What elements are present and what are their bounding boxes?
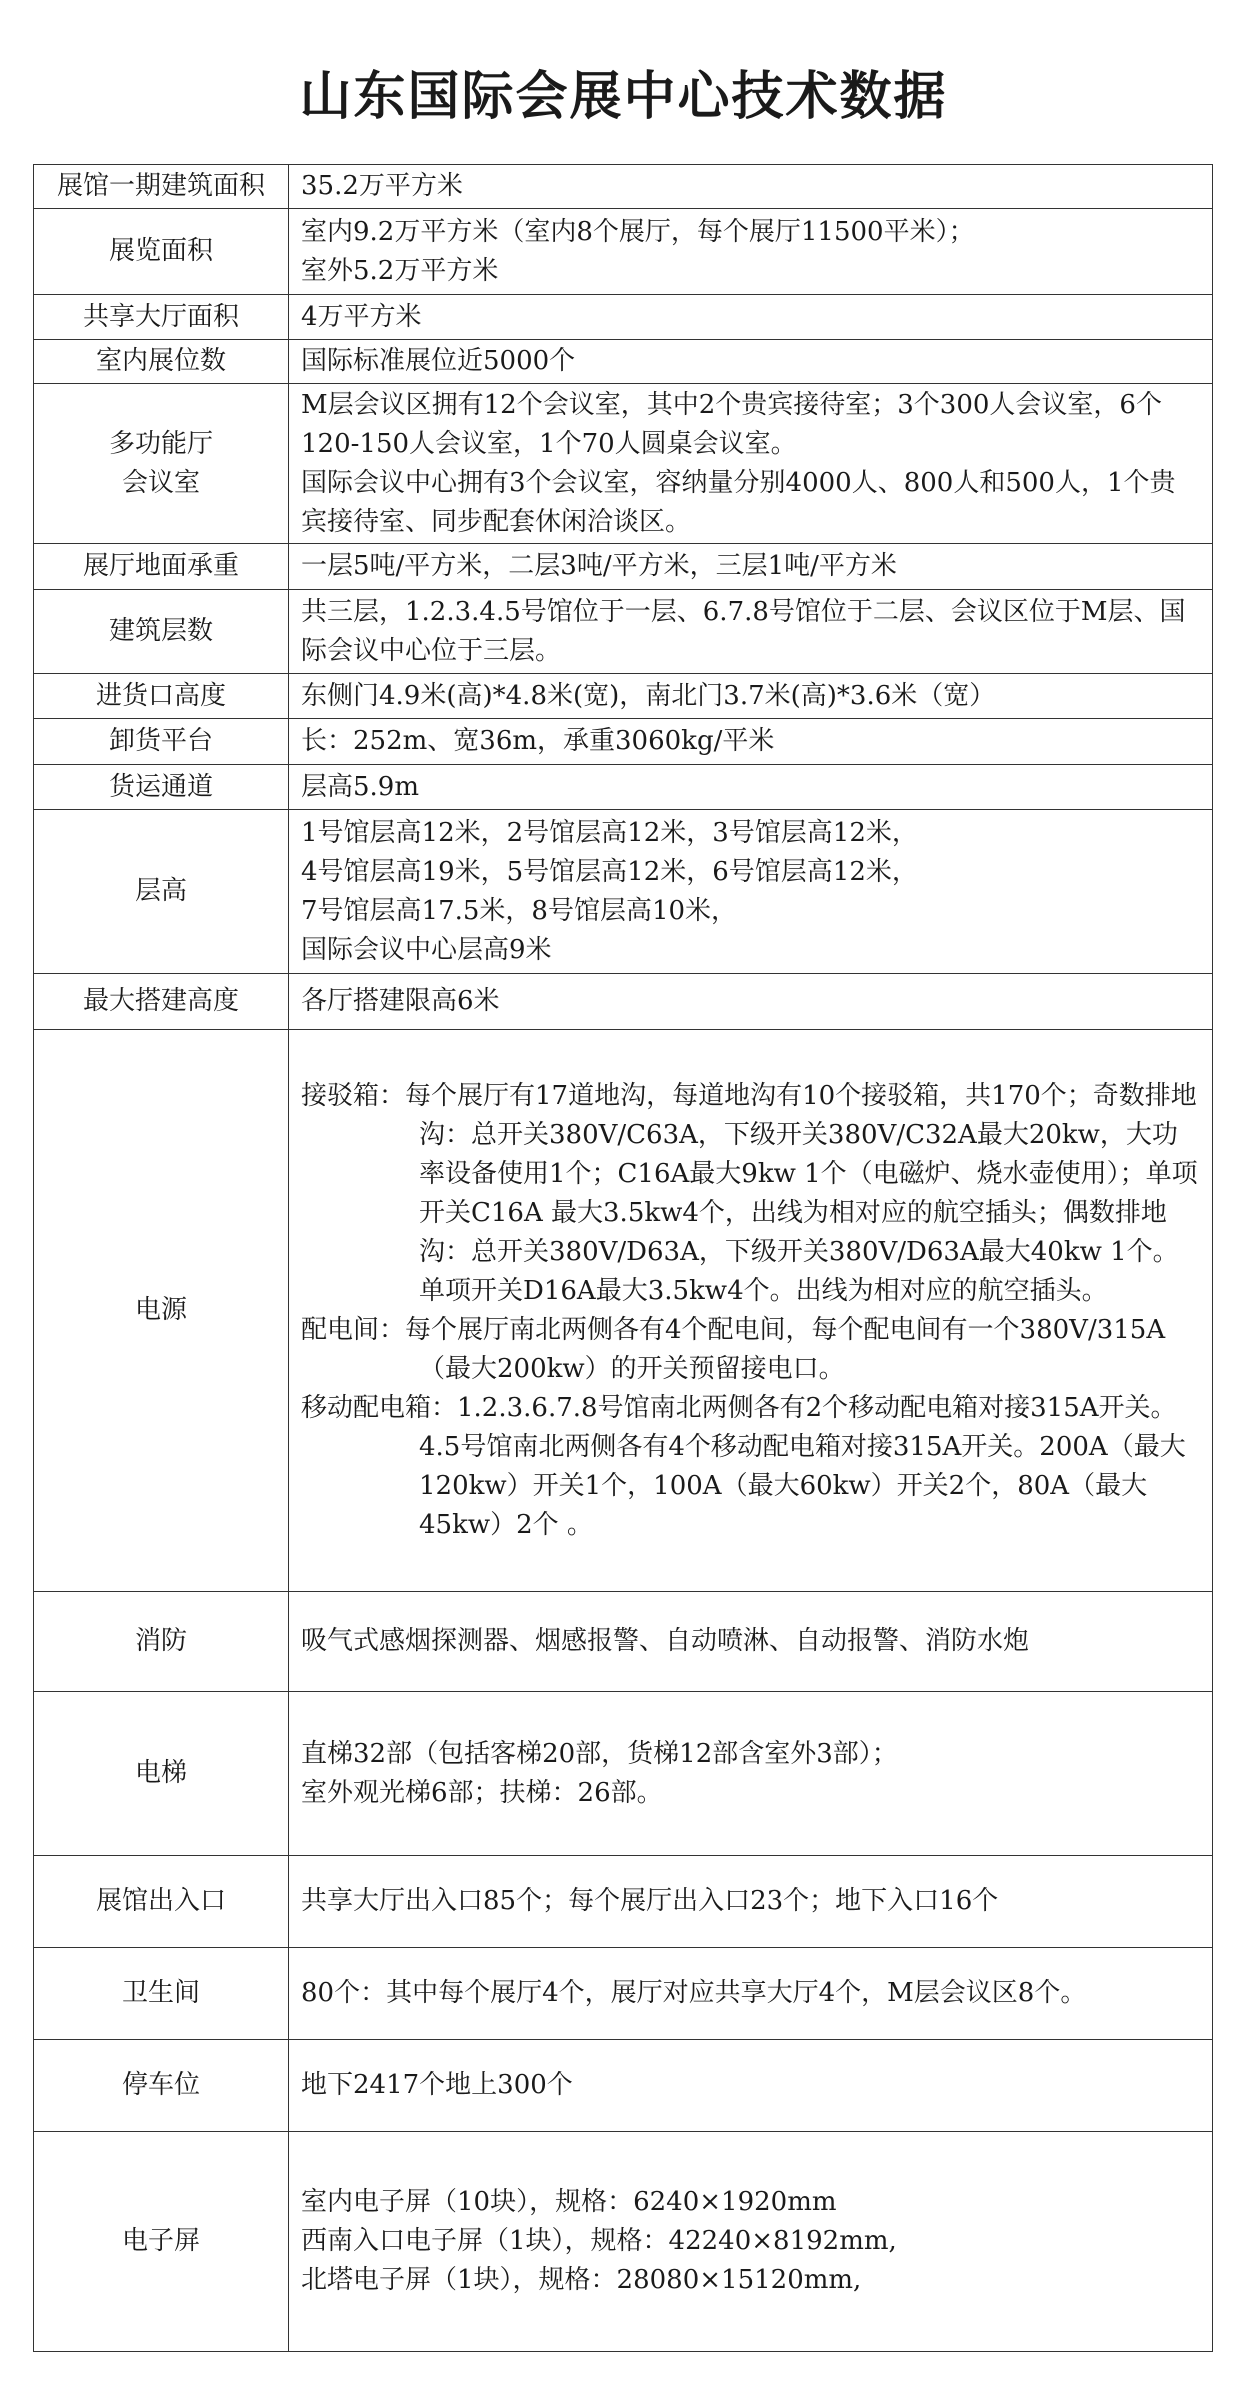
- table-row: [34, 719, 1213, 765]
- value-line: 国际会议中心层高9米: [301, 934, 552, 965]
- row-value: [289, 2132, 1213, 2352]
- value-line: 共享大厅出入口85个；每个展厅出入口23个；地下入口16个: [301, 1886, 999, 1916]
- value-line: 室内9.2万平方米（室内8个展厅，每个展厅11500平米）；: [301, 216, 975, 247]
- table-row: [34, 674, 1213, 719]
- row-label: 展馆一期建筑面积: [34, 165, 289, 209]
- table-row: [34, 810, 1213, 974]
- value-line: 35.2万平方米: [301, 171, 463, 201]
- row-value: [289, 765, 1213, 810]
- row-label: 层高: [34, 810, 289, 974]
- value-paragraph: 接驳箱：每个展厅有17道地沟，每道地沟有10个接驳箱，共170个；奇数排地沟：总开关380V/C63A，下级开关380V/C32A最大20kw，大功率设备使用1个；C16A最大9kw 1个（电磁炉、烧水壶使用）；单项开关C16A 最大3.5kw4个，出线为相对应的航空插头；偶数排地沟：总开关380V/D63A，下级开关380V/D63A最大40kw 1个。单项开关D16A最大3.5kw4个。出线为相对应的航空插头。: [301, 1080, 1198, 1306]
- table-row: [34, 1592, 1213, 1692]
- table-row: [34, 765, 1213, 810]
- table-row: [34, 209, 1213, 295]
- row-label: 展馆出入口: [34, 1856, 289, 1948]
- value-line: 国际标准展位近5000个: [301, 346, 576, 376]
- row-label: 停车位: [34, 2040, 289, 2132]
- row-label: 卫生间: [34, 1948, 289, 2040]
- value-line: 室外5.2万平方米: [301, 255, 499, 286]
- table-row: [34, 295, 1213, 340]
- row-value: [289, 674, 1213, 719]
- row-value: [289, 295, 1213, 340]
- row-label: 电梯: [34, 1692, 289, 1856]
- label-line: 会议室: [121, 467, 200, 498]
- value-line: 层高5.9m: [301, 771, 420, 802]
- table-row: [34, 1030, 1213, 1592]
- table-row: [34, 974, 1213, 1030]
- table-row: [34, 2040, 1213, 2132]
- value-line: 7号馆层高17.5米，8号馆层高10米，: [301, 895, 738, 926]
- row-value: [289, 165, 1213, 209]
- table-row: [34, 1856, 1213, 1948]
- row-value: [289, 719, 1213, 765]
- row-label: 室内展位数: [34, 340, 289, 384]
- value-line: 各厅搭建限高6米: [301, 986, 500, 1016]
- row-label: 电源: [34, 1030, 289, 1592]
- row-value: [289, 590, 1213, 674]
- row-label: [34, 384, 289, 544]
- table-row: [34, 384, 1213, 544]
- value-paragraph: 移动配电箱：1.2.3.6.7.8号馆南北两侧各有2个移动配电箱对接315A开关。4.5号馆南北两侧各有4个移动配电箱对接315A开关。200A（最大120kw）开关1个，100A（最大60kw）开关2个，80A（最大45kw）2个 。: [301, 1392, 1186, 1540]
- value-line: 共三层，1.2.3.4.5号馆位于一层、6.7.8号馆位于二层、会议区位于M层、国际会议中心位于三层。: [301, 596, 1186, 666]
- row-value: [289, 1948, 1213, 2040]
- value-line: 长：252m、宽36m，承重3060kg/平米: [301, 726, 775, 756]
- row-label: 共享大厅面积: [34, 295, 289, 340]
- tech-data-table: [33, 164, 1213, 2352]
- value-line: 地下2417个地上300个: [301, 2070, 573, 2100]
- row-label: 消防: [34, 1592, 289, 1692]
- row-value: [289, 1592, 1213, 1692]
- table-row: [34, 1692, 1213, 1856]
- table-row: [34, 165, 1213, 209]
- row-value: [289, 1692, 1213, 1856]
- value-line: 室内电子屏（10块），规格：6240×1920mm: [301, 2187, 837, 2217]
- row-label: 展览面积: [34, 209, 289, 295]
- row-label: 货运通道: [34, 765, 289, 810]
- value-line: 80个：其中每个展厅4个，展厅对应共享大厅4个，M层会议区8个。: [301, 1978, 1087, 2008]
- row-value: [289, 1030, 1213, 1592]
- label-line: 多功能厅: [108, 428, 213, 459]
- value-line: 吸气式感烟探测器、烟感报警、自动喷淋、自动报警、消防水炮: [301, 1626, 1030, 1656]
- value-line: 东侧门4.9米(高)*4.8米(宽)，南北门3.7米(高)*3.6米（宽）: [301, 680, 996, 711]
- row-label: 最大搭建高度: [34, 974, 289, 1030]
- page-title: 山东国际会展中心技术数据: [299, 67, 948, 127]
- value-paragraph: 配电间：每个展厅南北两侧各有4个配电间，每个配电间有一个380V/315A（最大200kw）的开关预留接电口。: [301, 1314, 1166, 1384]
- table-row: [34, 2132, 1213, 2352]
- row-label: 建筑层数: [34, 590, 289, 674]
- row-label: 卸货平台: [34, 719, 289, 765]
- table-row: [34, 340, 1213, 384]
- row-value: [289, 1856, 1213, 1948]
- value-line: M层会议区拥有12个会议室，其中2个贵宾接待室；3个300人会议室，6个120-150人会议室，1个70人圆桌会议室。: [301, 389, 1162, 459]
- table-row: [34, 590, 1213, 674]
- row-label: 电子屏: [34, 2132, 289, 2352]
- row-value: [289, 974, 1213, 1030]
- row-label: 进货口高度: [34, 674, 289, 719]
- value-line: 1号馆层高12米，2号馆层高12米，3号馆层高12米，: [301, 817, 918, 848]
- row-value: [289, 209, 1213, 295]
- table-row: [34, 1948, 1213, 2040]
- table-row: [34, 544, 1213, 590]
- row-value: [289, 340, 1213, 384]
- value-line: 4万平方米: [301, 301, 422, 332]
- row-value: [289, 384, 1213, 544]
- row-value: [289, 544, 1213, 590]
- value-line: 一层5吨/平方米，二层3吨/平方米，三层1吨/平方米: [301, 551, 897, 581]
- row-value: [289, 810, 1213, 974]
- value-line: 北塔电子屏（1块），规格：28080×15120mm,: [301, 2265, 862, 2295]
- value-line: 4号馆层高19米，5号馆层高12米，6号馆层高12米，: [301, 856, 918, 887]
- value-line: 室外观光梯6部；扶梯：26部。: [301, 1777, 663, 1808]
- value-line: 西南入口电子屏（1块），规格：42240×8192mm,: [301, 2226, 897, 2256]
- value-line: 国际会议中心拥有3个会议室，容纳量分别4000人、800人和500人，1个贵宾接待室、同步配套休闲洽谈区。: [301, 467, 1176, 537]
- value-line: 直梯32部（包括客梯20部，货梯12部含室外3部）；: [301, 1738, 898, 1769]
- row-label: 展厅地面承重: [34, 544, 289, 590]
- row-value: [289, 2040, 1213, 2132]
